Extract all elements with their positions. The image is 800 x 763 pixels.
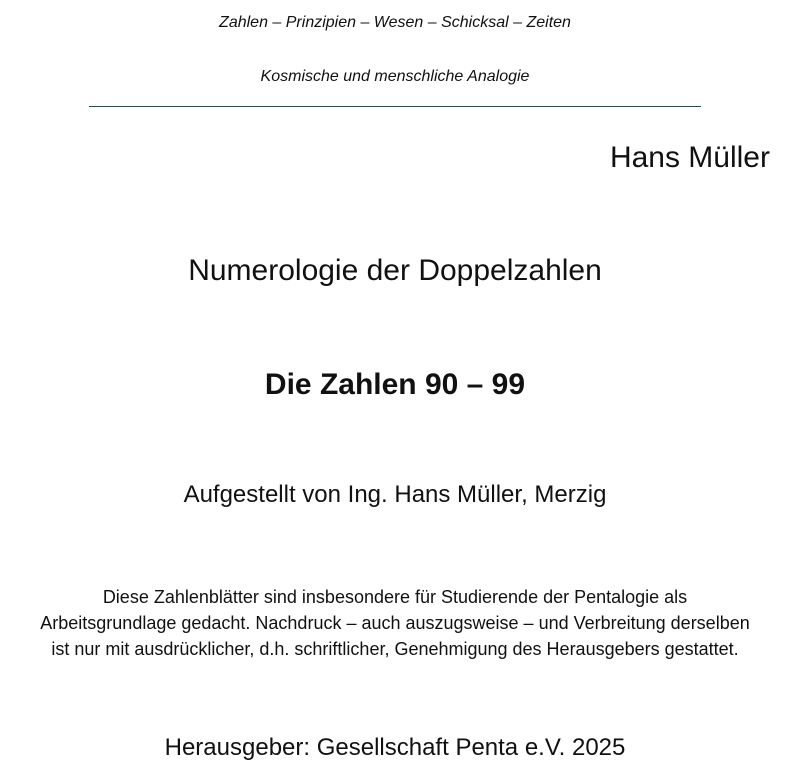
header-topics: Zahlen – Prinzipien – Wesen – Schicksal – Zeiten — [219, 14, 571, 31]
author-name: Hans Müller — [609, 141, 770, 174]
copyright-notice — [14, 584, 776, 662]
header-divider — [89, 106, 701, 107]
header-subtitle: Kosmische und menschliche Analogie — [260, 68, 530, 85]
notice-line: Diese Zahlenblätter sind insbesondere für Studierende der Pentalogie als — [102, 587, 688, 607]
notice-line: Arbeitsgrundlage gedacht. Nachdruck – auch auszugsweise – und Verbreitung derselben — [40, 613, 750, 633]
publisher-line: Herausgeber: Gesellschaft Penta e.V. 2025 — [164, 734, 626, 761]
compiled-by-line: Aufgestellt von Ing. Hans Müller, Merzig — [183, 481, 607, 508]
document-subtitle: Numerologie der Doppelzahlen — [188, 254, 602, 287]
notice-line: ist nur mit ausdrücklicher, d.h. schriftlicher, Genehmigung des Herausgebers gestattet. — [51, 639, 739, 659]
document-title: Die Zahlen 90 – 99 — [264, 368, 526, 401]
